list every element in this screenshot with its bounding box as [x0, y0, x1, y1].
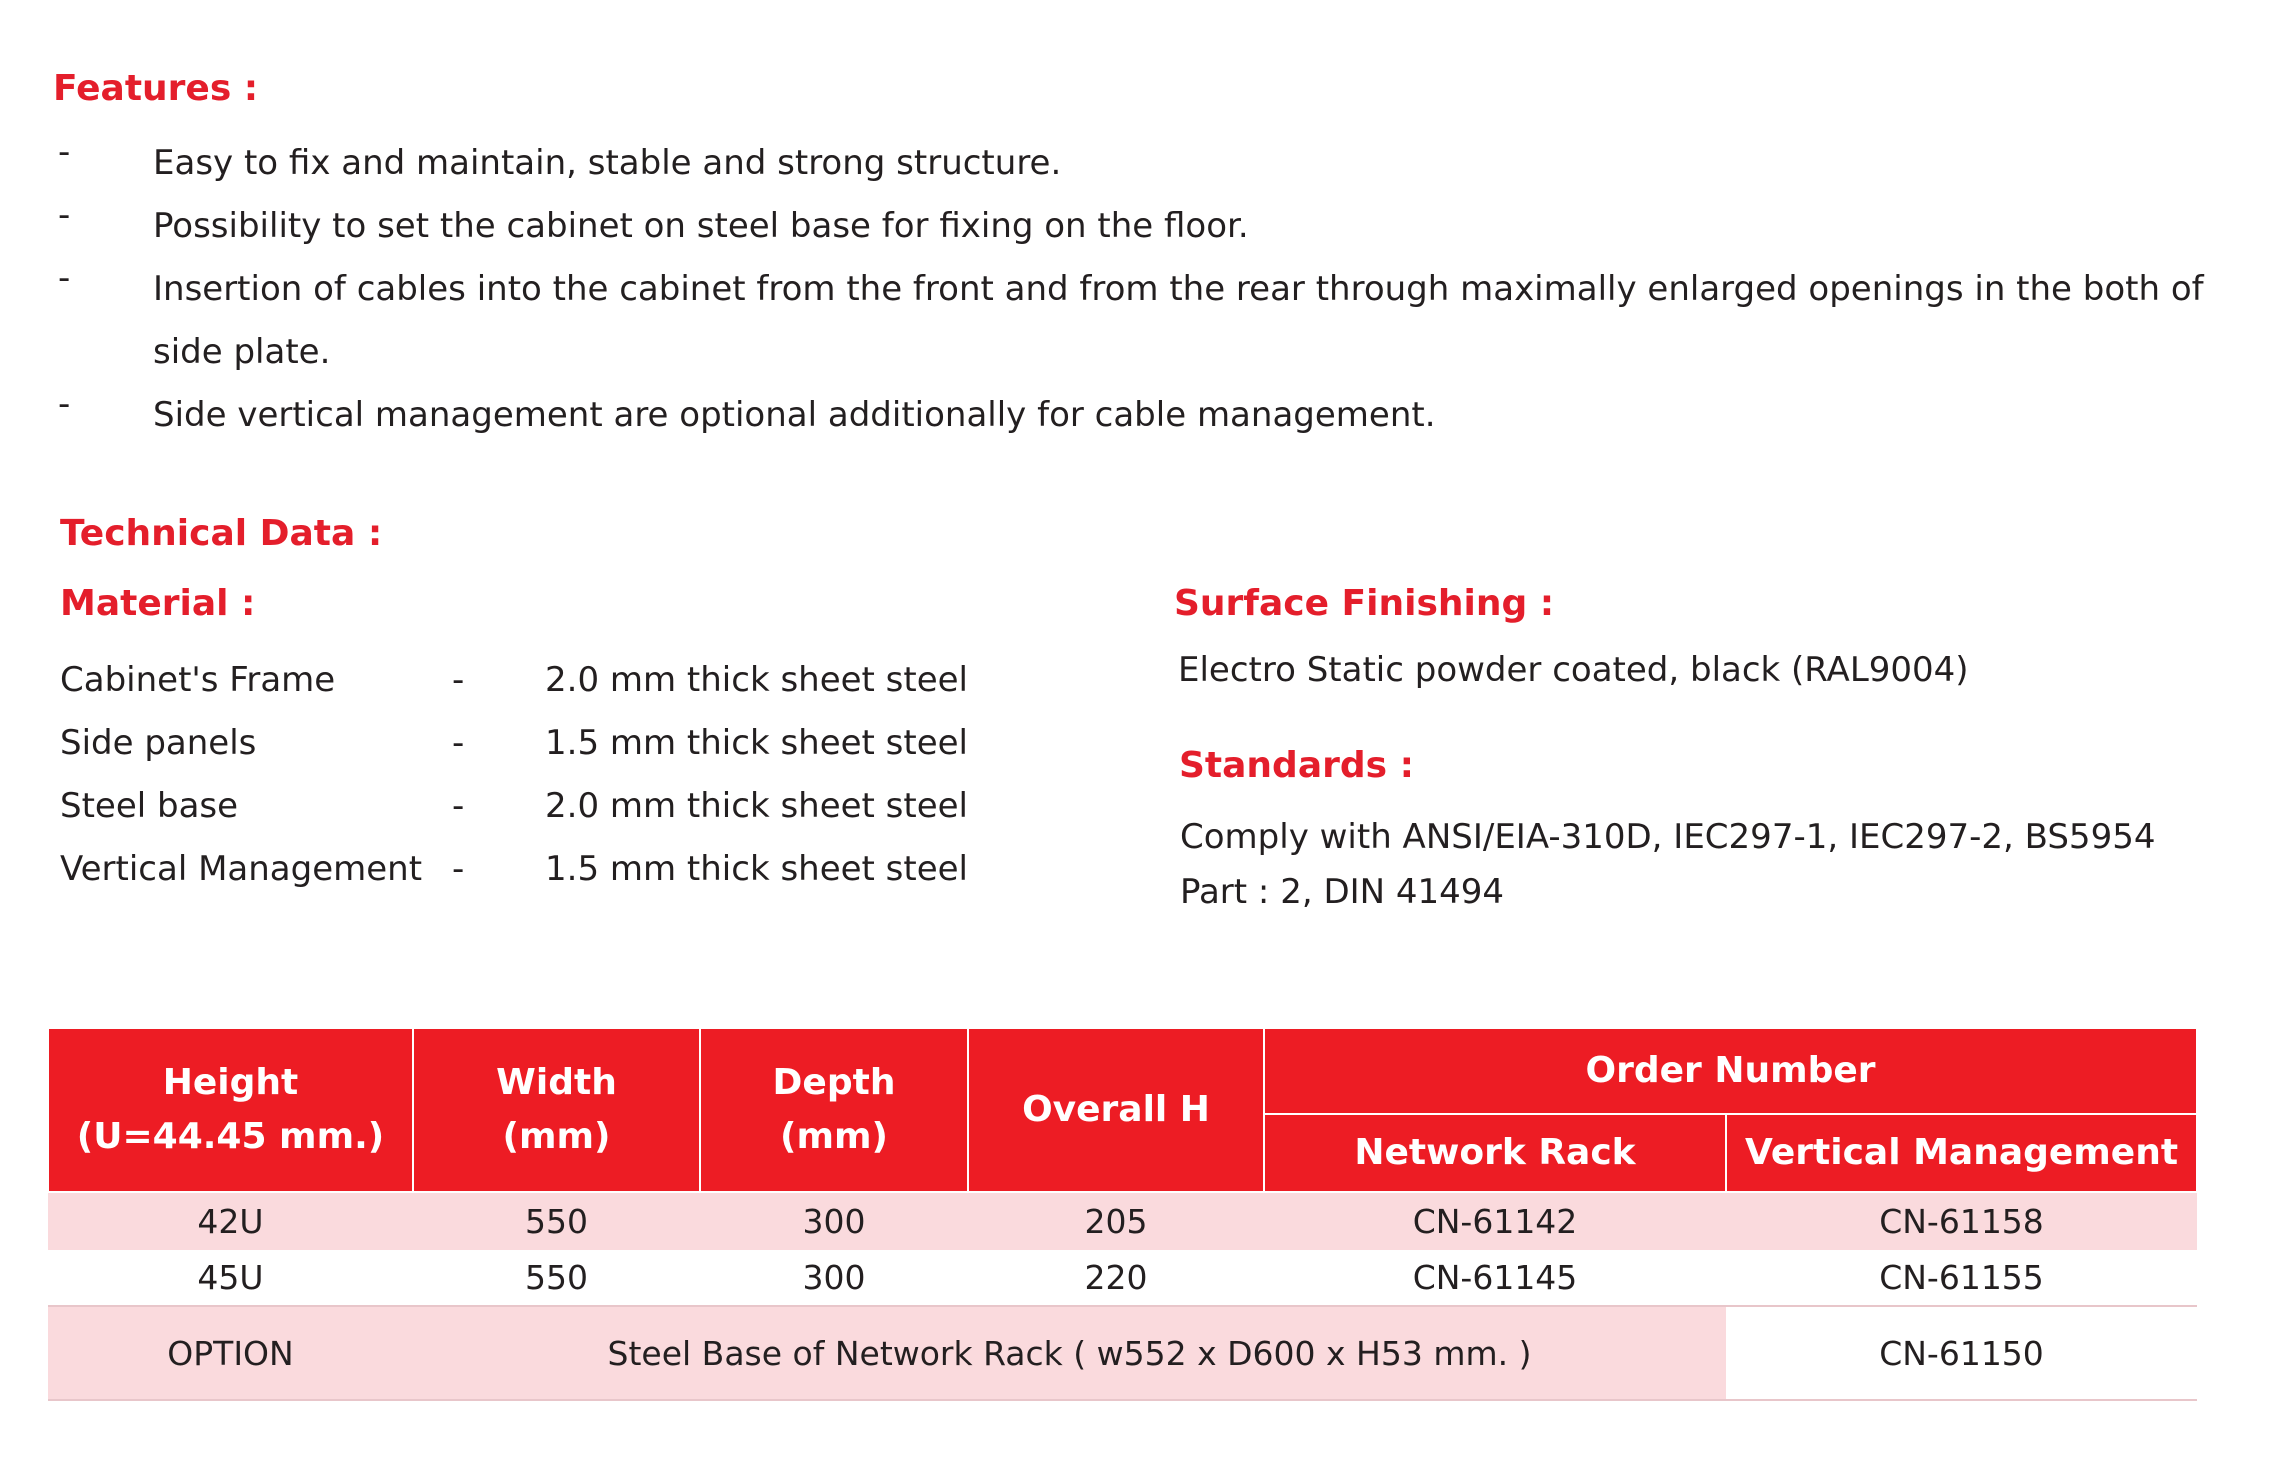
standards-line-2: Part : 2, DIN 41494 — [1180, 872, 1505, 912]
feature-text: Side vertical management are optional additionally for cable management. — [153, 395, 1436, 435]
bullet-dash: - — [58, 132, 71, 172]
cell-depth: 300 — [700, 1192, 968, 1250]
material-dash: - — [452, 660, 465, 700]
cell-network-rack: CN-61145 — [1264, 1250, 1726, 1306]
technical-data-heading: Technical Data : — [60, 513, 383, 554]
material-value: 1.5 mm thick sheet steel — [545, 723, 969, 763]
cell-vertical-management: CN-61158 — [1726, 1192, 2197, 1250]
header-height — [48, 1028, 413, 1192]
table-row — [48, 1250, 2197, 1306]
bullet-dash: - — [58, 384, 71, 424]
bullet-dash: - — [58, 195, 71, 235]
features-heading: Features : — [53, 68, 259, 109]
standards-line-1: Comply with ANSI/EIA-310D, IEC297-1, IEC297-2, BS5954 — [1180, 817, 2156, 857]
surface-finishing-text: Electro Static powder coated, black (RAL9004) — [1178, 650, 1969, 690]
material-dash: - — [452, 786, 465, 826]
header-overall-h: Overall H — [968, 1028, 1264, 1192]
header-width — [413, 1028, 700, 1192]
material-value: 1.5 mm thick sheet steel — [545, 849, 969, 889]
material-dash: - — [452, 849, 465, 889]
cell-vertical-management: CN-61155 — [1726, 1250, 2197, 1306]
option-row — [48, 1306, 2197, 1400]
header-vertical-management: Vertical Management — [1726, 1114, 2197, 1192]
cell-height: 42U — [48, 1192, 413, 1250]
cell-width: 550 — [413, 1250, 700, 1306]
header-depth-line1: Depth — [772, 1062, 896, 1103]
option-description: Steel Base of Network Rack ( w552 x D600 x H53 mm. ) — [413, 1306, 1726, 1400]
cell-overall: 220 — [968, 1250, 1264, 1306]
material-dash: - — [452, 723, 465, 763]
cell-depth: 300 — [700, 1250, 968, 1306]
feature-text: Easy to fix and maintain, stable and strong structure. — [153, 143, 1062, 183]
spec-table — [47, 1027, 2198, 1401]
material-label: Side panels — [60, 723, 257, 763]
header-width-line1: Width — [496, 1062, 617, 1103]
header-network-rack: Network Rack — [1264, 1114, 1726, 1192]
material-label: Steel base — [60, 786, 239, 826]
header-height-line2: (U=44.45 mm.) — [76, 1116, 385, 1157]
bullet-dash: - — [58, 258, 71, 298]
option-order-number: CN-61150 — [1726, 1306, 2197, 1400]
feature-text: Insertion of cables into the cabinet from the front and from the rear through maximally enlarged openings in the both of side plate. — [153, 269, 2204, 372]
material-label: Cabinet's Frame — [60, 660, 336, 700]
feature-text: Possibility to set the cabinet on steel base for fixing on the floor. — [153, 206, 1249, 246]
cell-height: 45U — [48, 1250, 413, 1306]
header-width-line2: (mm) — [502, 1116, 611, 1157]
header-height-line1: Height — [162, 1062, 299, 1103]
cell-overall: 205 — [968, 1192, 1264, 1250]
material-value: 2.0 mm thick sheet steel — [545, 786, 969, 826]
option-label: OPTION — [48, 1306, 413, 1400]
cell-network-rack: CN-61142 — [1264, 1192, 1726, 1250]
header-order-number: Order Number — [1264, 1028, 2197, 1114]
header-depth — [700, 1028, 968, 1192]
material-value: 2.0 mm thick sheet steel — [545, 660, 969, 700]
table-row — [48, 1192, 2197, 1250]
header-depth-line2: (mm) — [780, 1116, 888, 1157]
standards-heading: Standards : — [1179, 745, 1415, 786]
material-label: Vertical Management — [60, 849, 423, 889]
cell-width: 550 — [413, 1192, 700, 1250]
material-heading: Material : — [60, 583, 256, 624]
surface-finishing-heading: Surface Finishing : — [1174, 583, 1555, 624]
